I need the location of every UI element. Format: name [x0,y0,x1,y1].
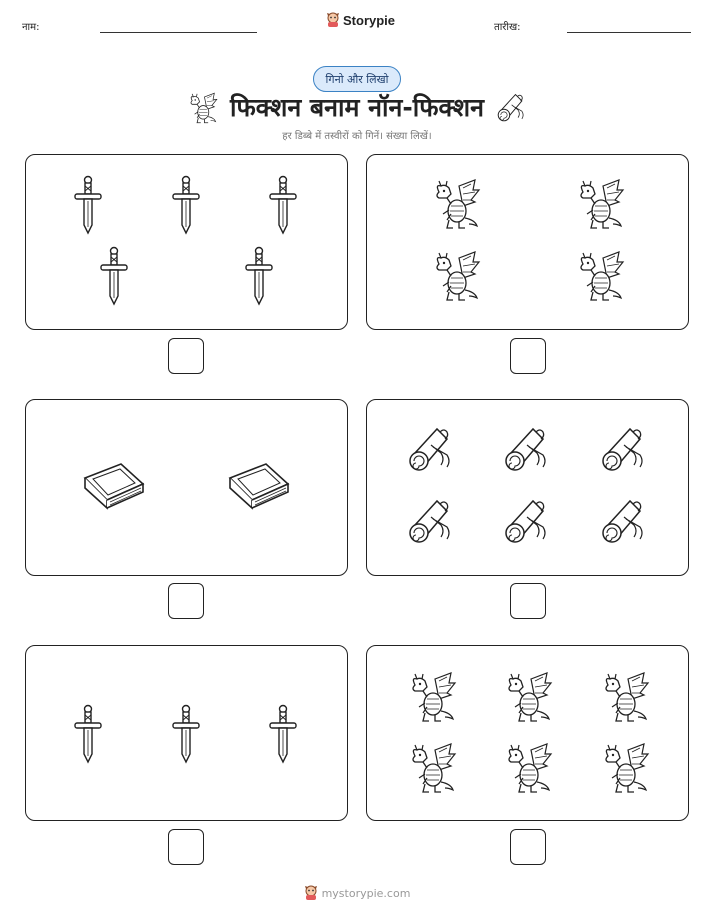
date-field-line[interactable] [567,32,691,33]
scroll-icon [503,425,549,475]
dragon-icon [598,742,650,794]
storypie-mascot-icon [326,12,340,28]
dragon-icon [573,178,625,230]
activity-badge: गिनो और लिखो [313,66,401,92]
answer-box-2[interactable] [510,338,546,374]
dragon-icon [429,250,481,302]
book-icon [81,460,147,510]
answer-box-6[interactable] [510,829,546,865]
sword-icon [73,175,103,235]
name-field-line[interactable] [100,32,257,33]
count-panel-3 [25,399,348,576]
dragon-icon [405,742,457,794]
book-icon [226,460,292,510]
scroll-icon [407,497,453,547]
dragon-icon [429,178,481,230]
sword-icon [171,701,201,767]
answer-box-5[interactable] [168,829,204,865]
dragon-icon [598,671,650,723]
sword-icon [244,246,274,306]
sword-icon [268,701,298,767]
dragon-icon [501,742,553,794]
date-label: तारीख: [494,22,521,33]
sword-icon [171,175,201,235]
footer-url[interactable]: mystorypie.com [321,886,411,900]
title-scroll-icon [496,92,526,124]
scroll-icon [600,497,646,547]
answer-box-3[interactable] [168,583,204,619]
dragon-icon [405,671,457,723]
scroll-icon [600,425,646,475]
scroll-icon [503,497,549,547]
scroll-icon [407,425,453,475]
brand-name: Storypie [343,12,396,28]
answer-box-1[interactable] [168,338,204,374]
sword-icon [99,246,129,306]
sword-icon [268,175,298,235]
instructions: हर डिब्बे में तस्वीरों को गिनें। संख्या लिखें। [282,131,432,142]
footer [0,885,714,901]
brand-logo [326,12,395,28]
name-label: नाम: [22,22,40,33]
dragon-icon [573,250,625,302]
dragon-icon [501,671,553,723]
sword-icon [73,701,103,767]
answer-box-4[interactable] [510,583,546,619]
storypie-mascot-icon [304,885,318,901]
count-panel-2 [366,154,689,330]
page-title: फिक्शन बनाम नॉन-फिक्शन [230,93,484,122]
